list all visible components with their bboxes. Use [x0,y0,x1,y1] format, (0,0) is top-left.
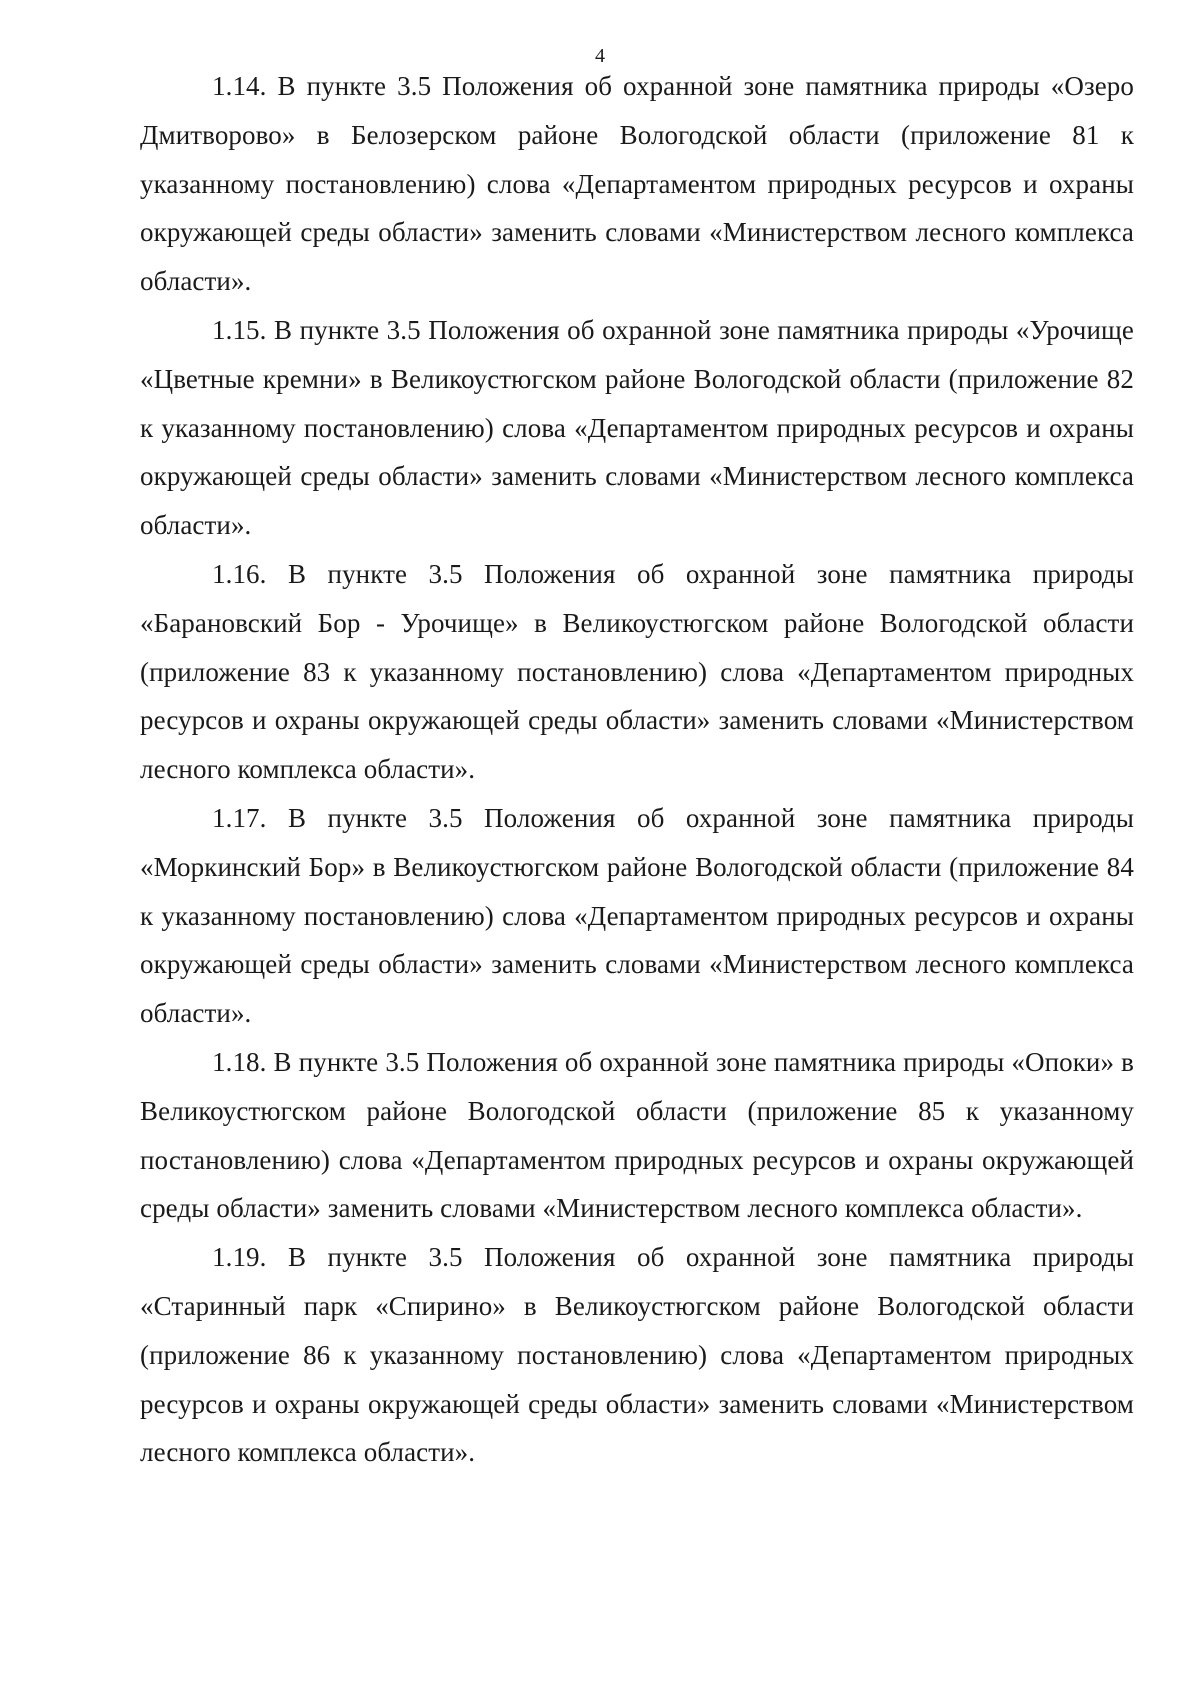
document-body [140,62,1134,1477]
paragraph-1-18: 1.18. В пункте 3.5 Положения об охранной зоне памятника природы «Опоки» в Великоустюгском районе Вологодской области (приложение 85 к указанному постановлению) слова «Департаментом природных ресурсов и охраны окружающей среды области» заменить словами «Министерством лесного комплекса области». [140,1046,1134,1224]
paragraph-1-17: 1.17. В пункте 3.5 Положения об охранной зоне памятника природы «Моркинский Бор» в Великоустюгском районе Вологодской области (приложение 84 к указанному постановлению) слова «Департаментом природных ресурсов и охраны окружающей среды области» заменить словами «Министерством лесного комплекса области». [140,802,1134,1029]
page-number: 4 [595,45,605,67]
paragraph-1-19: 1.19. В пункте 3.5 Положения об охранной зоне памятника природы «Старинный парк «Спирино» в Великоустюгском районе Вологодской области (приложение 86 к указанному постановлению) слова «Департаментом природных ресурсов и охраны окружающей среды области» заменить словами «Министерством лесного комплекса области». [140,1242,1134,1468]
paragraph-1-15: 1.15. В пункте 3.5 Положения об охранной зоне памятника природы «Урочище «Цветные кремни» в Великоустюгском районе Вологодской области (приложение 82 к указанному постановлению) слова «Департаментом природных ресурсов и охраны окружающей среды области» заменить словами «Министерством лесного комплекса области». [140,314,1134,541]
paragraph-1-14: 1.14. В пункте 3.5 Положения об охранной зоне памятника природы «Озеро Дмитворово» в Белозерском районе Вологодской области (приложение 81 к указанному постановлению) слова «Департаментом природных ресурсов и охраны окружающей среды области» заменить словами «Министерством лесного комплекса области». [140,71,1134,297]
paragraph-1-16: 1.16. В пункте 3.5 Положения об охранной зоне памятника природы «Барановский Бор - Урочище» в Великоустюгском районе Вологодской области (приложение 83 к указанному постановлению) слова «Департаментом природных ресурсов и охраны окружающей среды области» заменить словами «Министерством лесного комплекса области». [140,558,1134,785]
